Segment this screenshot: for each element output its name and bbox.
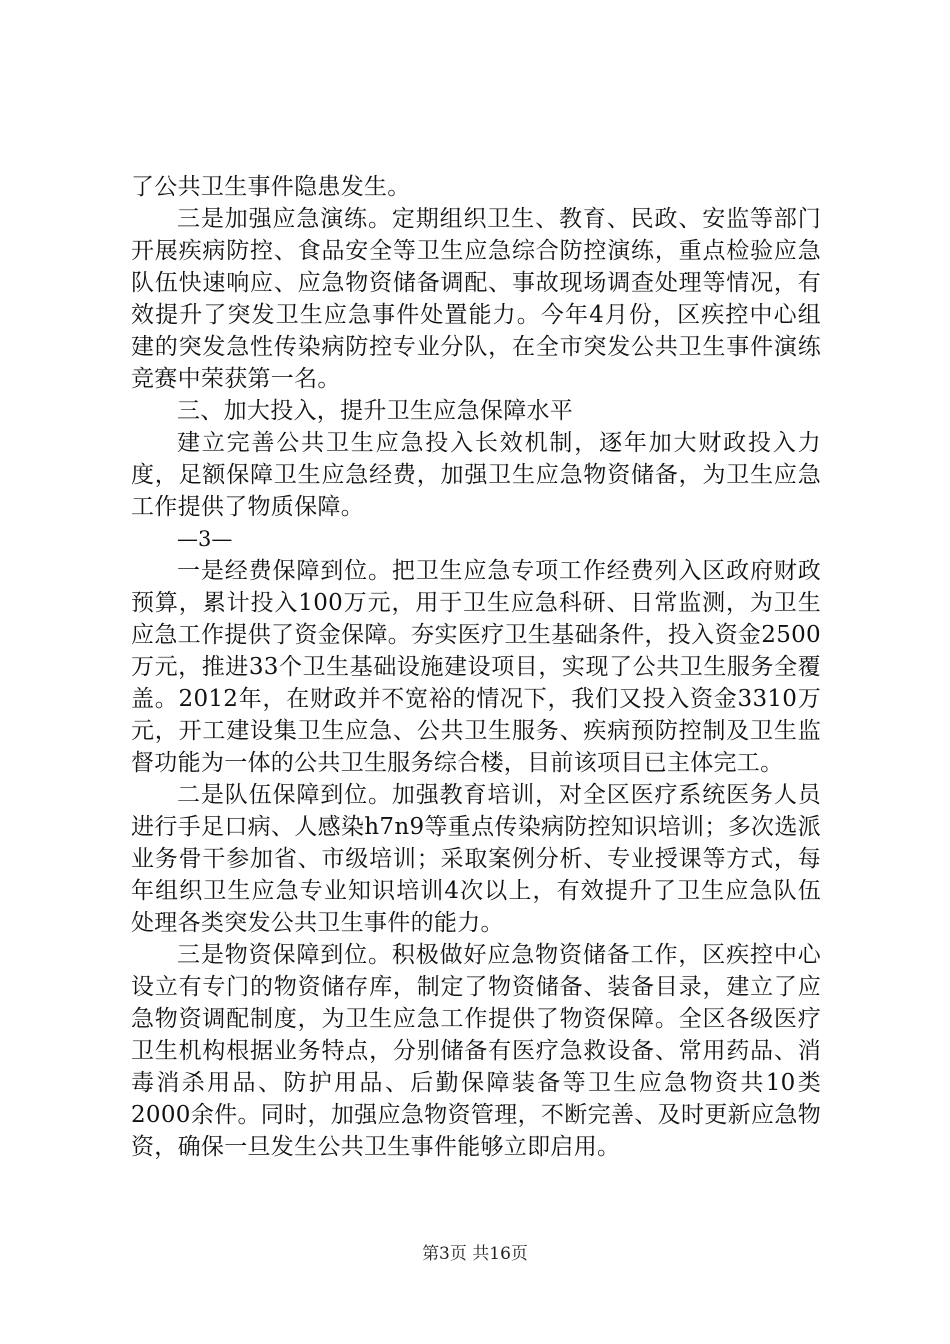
paragraph-investment-intro: 建立完善公共卫生应急投入长效机制，逐年加大财政投入力度，足额保障卫生应急经费，加强卫生应急物资储备，为卫生应急工作提供了物质保障。 (131, 430, 821, 520)
paragraph-funding: 一是经费保障到位。把卫生应急专项工作经费列入区政府财政预算，累计投入100万元，用于卫生应急科研、日常监测，为卫生应急工作提供了资金保障。夯实医疗卫生基础条件，投入资金2500万元，推进33个卫生基础设施建设项目，实现了公共卫生服务全覆盖。2012年，在财政并不宽裕的情况下，我们又投入资金3310万元，开工建设集卫生应急、公共卫生服务、疾病预防控制及卫生监督功能为一体的公共卫生服务综合楼，目前该项目已主体完工。 (131, 558, 821, 776)
page-footer: 第3页 共16页 (422, 1244, 528, 1264)
paragraph-supplies: 三是物资保障到位。积极做好应急物资储备工作，区疾控中心设立有专门的物资储存库，制定了物资储备、装备目录，建立了应急物资调配制度，为卫生应急工作提供了物资保障。全区各级医疗卫生机构根据业务特点，分别储备有医疗急救设备、常用药品、消毒消杀用品、防护用品、后勤保障装备等卫生应急物资共10类2000余件。同时，加强应急物资管理，不断完善、及时更新应急物资，确保一旦发生公共卫生事件能够立即启用。 (131, 942, 821, 1160)
document-body (131, 171, 821, 1163)
paragraph-continuation: 了公共卫生事件隐患发生。 (131, 174, 411, 200)
section-heading-investment: 三、加大投入，提升卫生应急保障水平 (177, 398, 574, 424)
paragraph-emergency-drills: 三是加强应急演练。定期组织卫生、教育、民政、安监等部门开展疾病防控、食品安全等卫生应急综合防控演练，重点检验应急队伍快速响应、应急物资储备调配、事故现场调查处理等情况，有效提升了突发卫生应急事件处置能力。今年4月份，区疾控中心组建的突发急性传染病防控专业分队，在全市突发公共卫生事件演练竞赛中荣获第一名。 (131, 206, 821, 392)
inline-page-marker: —3— (177, 527, 233, 551)
paragraph-team: 二是队伍保障到位。加强教育培训，对全区医疗系统医务人员进行手足口病、人感染h7n9等重点传染病防控知识培训；多次选派业务骨干参加省、市级培训；采取案例分析、专业授课等方式，每年组织卫生应急专业知识培训4次以上，有效提升了卫生应急队伍处理各类突发公共卫生事件的能力。 (131, 782, 821, 936)
